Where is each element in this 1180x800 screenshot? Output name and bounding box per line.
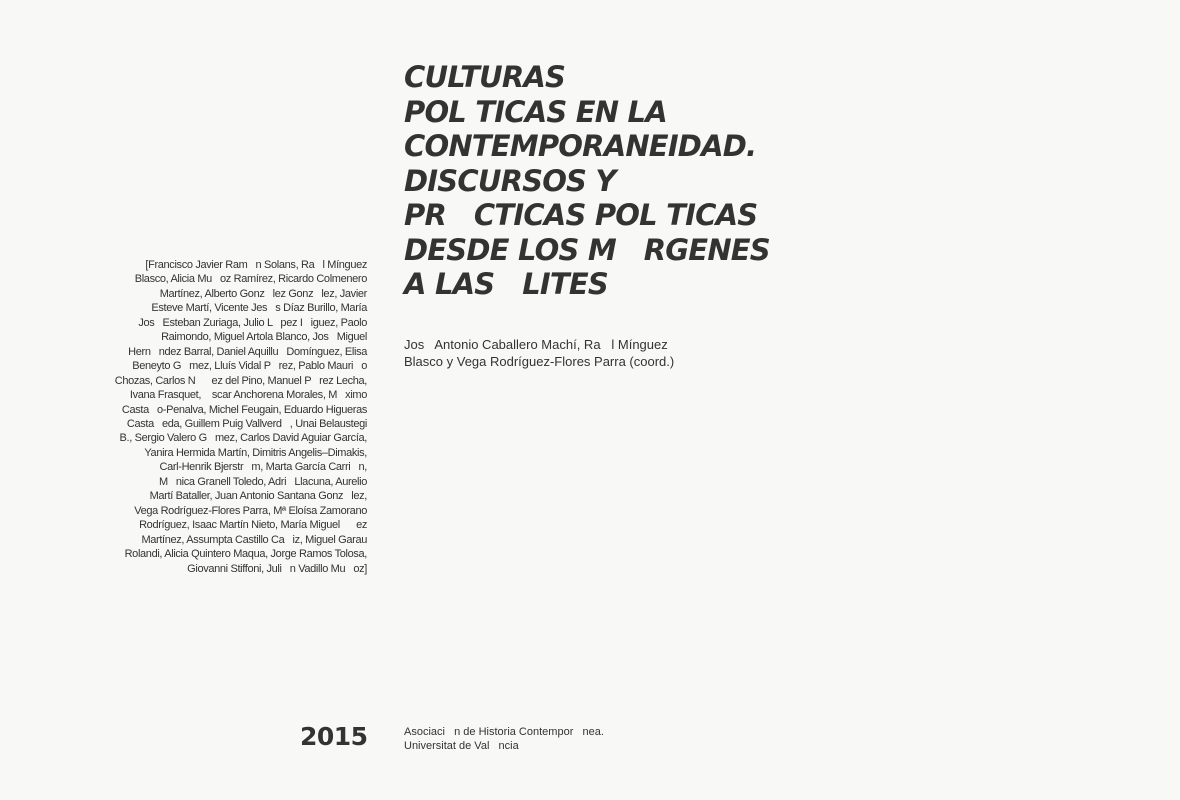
- contributors-line: Raimondo, Miguel Artola Blanco, Jos Miguel: [161, 331, 367, 344]
- editors-line: Jos Antonio Caballero Machí, Ra l Mínguez: [404, 337, 668, 352]
- contributors-line: Rodríguez, Isaac Martín Nieto, María Miguel ez: [139, 519, 367, 532]
- contributors-line: Carl-Henrik Bjerstr m, Marta García Carri n,: [159, 461, 367, 474]
- title-line: DESDE LOS M RGENES: [404, 232, 770, 267]
- book-title: [404, 60, 770, 302]
- contributors-line: Blasco, Alicia Mu oz Ramírez, Ricardo Colmenero: [134, 273, 367, 286]
- publisher-info: [404, 725, 604, 753]
- publisher-line: Asociaci n de Historia Contempor nea.: [404, 726, 604, 738]
- contributors-line: Hern ndez Barral, Daniel Aquillu Domínguez, Elisa: [128, 345, 367, 358]
- editors-line: Blasco y Vega Rodríguez-Flores Parra (coord.): [404, 354, 675, 369]
- contributors-line: Rolandi, Alicia Quintero Maqua, Jorge Ramos Tolosa,: [124, 548, 367, 561]
- contributors-line: Martínez, Assumpta Castillo Ca iz, Miguel Garau: [141, 533, 367, 546]
- title-line: DISCURSOS Y: [404, 163, 616, 198]
- contributors-line: Esteve Martí, Vicente Jes s Díaz Burillo, María: [151, 302, 367, 315]
- contributors-line: Yanira Hermida Martín, Dimitris Angelis–Dimakis,: [144, 446, 367, 459]
- editors-credit: [404, 336, 674, 370]
- contributors-line: Casta o-Penalva, Michel Feugain, Eduardo Higueras: [121, 403, 367, 416]
- contributors-list: [90, 258, 367, 576]
- title-line: CONTEMPORANEIDAD.: [404, 129, 757, 163]
- contributors-line: Martínez, Alberto Gonz lez Gonz lez, Javier: [159, 287, 367, 300]
- publisher-line: Universitat de Val ncia: [404, 740, 519, 752]
- title-line: POL TICAS EN LA: [404, 94, 667, 129]
- contributors-line: Chozas, Carlos N ez del Pino, Manuel P rez Lecha,: [114, 374, 367, 387]
- contributors-line: M nica Granell Toledo, Adri Llacuna, Aurelio: [158, 475, 367, 488]
- title-line: CULTURAS: [404, 60, 566, 94]
- contributors-line: [Francisco Javier Ram n Solans, Ra l Mínguez: [145, 259, 367, 271]
- contributors-line: Jos Esteban Zuriaga, Julio L pez I iguez, Paolo: [138, 316, 367, 329]
- contributors-line: Martí Bataller, Juan Antonio Santana Gonz lez,: [149, 490, 367, 503]
- contributors-line: Vega Rodríguez-Flores Parra, Mª Eloísa Zamorano: [134, 504, 367, 517]
- contributors-line: Ivana Frasquet, scar Anchorena Morales, M ximo: [129, 389, 367, 402]
- title-line: PR CTICAS POL TICAS: [404, 198, 758, 232]
- contributors-line: B., Sergio Valero G mez, Carlos David Aguiar García,: [119, 432, 367, 445]
- publication-year: 2015: [300, 722, 368, 751]
- contributors-line: Giovanni Stiffoni, Juli n Vadillo Mu oz]: [187, 562, 367, 575]
- contributors-line: Beneyto G mez, Lluís Vidal P rez, Pablo Mauri o: [132, 360, 367, 373]
- title-line: A LAS LITES: [404, 267, 608, 301]
- contributors-line: Casta eda, Guillem Puig Vallverd , Unai Belaustegi: [126, 417, 367, 430]
